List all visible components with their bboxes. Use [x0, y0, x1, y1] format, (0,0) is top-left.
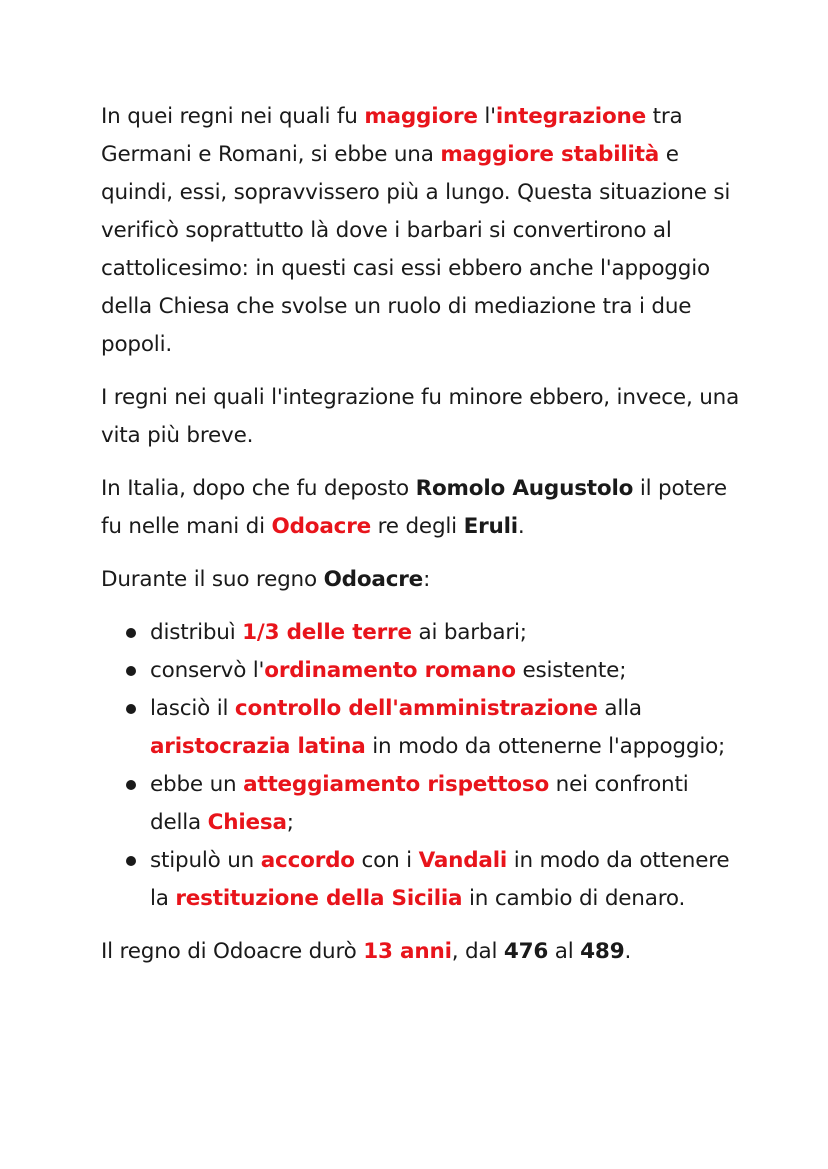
text: nei confronti della [150, 772, 689, 835]
text: Durante il suo regno [101, 567, 324, 592]
paragraph-integration [101, 98, 741, 364]
odoacre-actions-list [101, 614, 741, 918]
bullet-icon [126, 628, 136, 638]
bold-eruli: Eruli [463, 514, 518, 539]
text: l' [477, 104, 496, 129]
text: In quei regni nei quali fu [101, 104, 365, 129]
bullet-icon [126, 704, 136, 714]
text: , dal [451, 939, 504, 964]
text: con i [354, 848, 419, 873]
list-item [101, 690, 741, 766]
highlight-accordo: accordo [260, 848, 355, 873]
text: il potere fu nelle mani di [101, 476, 727, 539]
list-item [101, 842, 741, 918]
text: conservò l' [150, 658, 265, 683]
highlight-sicilia: restituzione della Sicilia [175, 886, 463, 911]
highlight-terre: 1/3 delle terre [242, 620, 412, 645]
text: . [624, 939, 632, 964]
highlight-aristocrazia: aristocrazia latina [150, 734, 366, 759]
paragraph-during-reign [101, 561, 741, 599]
highlight-atteggiamento: atteggiamento rispettoso [243, 772, 550, 797]
list-item [101, 614, 741, 652]
bold-489: 489 [580, 939, 625, 964]
text: ai barbari; [411, 620, 527, 645]
text: I regni nei quali l'integrazione fu minore ebbero, invece, una vita più breve. [101, 385, 740, 448]
bold-odoacre: Odoacre [323, 567, 424, 592]
paragraph-italy [101, 470, 741, 546]
highlight-13-anni: 13 anni [363, 939, 452, 964]
bold-476: 476 [503, 939, 549, 964]
paragraph-reign-duration [101, 933, 741, 971]
text: esistente; [515, 658, 627, 683]
highlight-maggiore: maggiore [364, 104, 478, 129]
bullet-icon [126, 666, 136, 676]
text: tra Germani e Romani, si ebbe una [101, 104, 683, 167]
list-item [101, 652, 741, 690]
text: Il regno di Odoacre durò [101, 939, 364, 964]
text: . [517, 514, 525, 539]
text: alla [597, 696, 642, 721]
highlight-ordinamento: ordinamento romano [264, 658, 516, 683]
text: ; [286, 810, 294, 835]
highlight-maggiore-stabilita: maggiore stabilità [440, 142, 660, 167]
text: e quindi, essi, sopravvissero più a lungo. Questa situazione si verificò soprattutto là dove i barbari si convertirono al cattolicesimo: in questi casi essi ebbero anche l'appoggio della Chiesa che svolse un ruolo di mediazione tra i due popoli. [101, 142, 731, 357]
bullet-icon [126, 780, 136, 790]
text: al [548, 939, 581, 964]
text: ebbe un [150, 772, 244, 797]
text: lasciò il [150, 696, 235, 721]
highlight-odoacre: Odoacre [271, 514, 371, 539]
text: re degli [371, 514, 464, 539]
text: In Italia, dopo che fu deposto [101, 476, 416, 501]
text: in cambio di denaro. [462, 886, 686, 911]
text: in modo da ottenerne l'appoggio; [365, 734, 726, 759]
bullet-icon [126, 856, 136, 866]
text: stipulò un [150, 848, 261, 873]
bold-romolo-augustolo: Romolo Augustolo [415, 476, 634, 501]
text: : [423, 567, 431, 592]
highlight-controllo: controllo dell'amministrazione [234, 696, 598, 721]
highlight-vandali: Vandali [418, 848, 508, 873]
text: in modo da ottenere la [150, 848, 730, 911]
highlight-chiesa: Chiesa [207, 810, 287, 835]
highlight-integrazione: integrazione [495, 104, 647, 129]
text: distribuì [150, 620, 243, 645]
list-item [101, 766, 741, 842]
paragraph-minor-integration [101, 379, 741, 455]
document-page [101, 98, 741, 986]
